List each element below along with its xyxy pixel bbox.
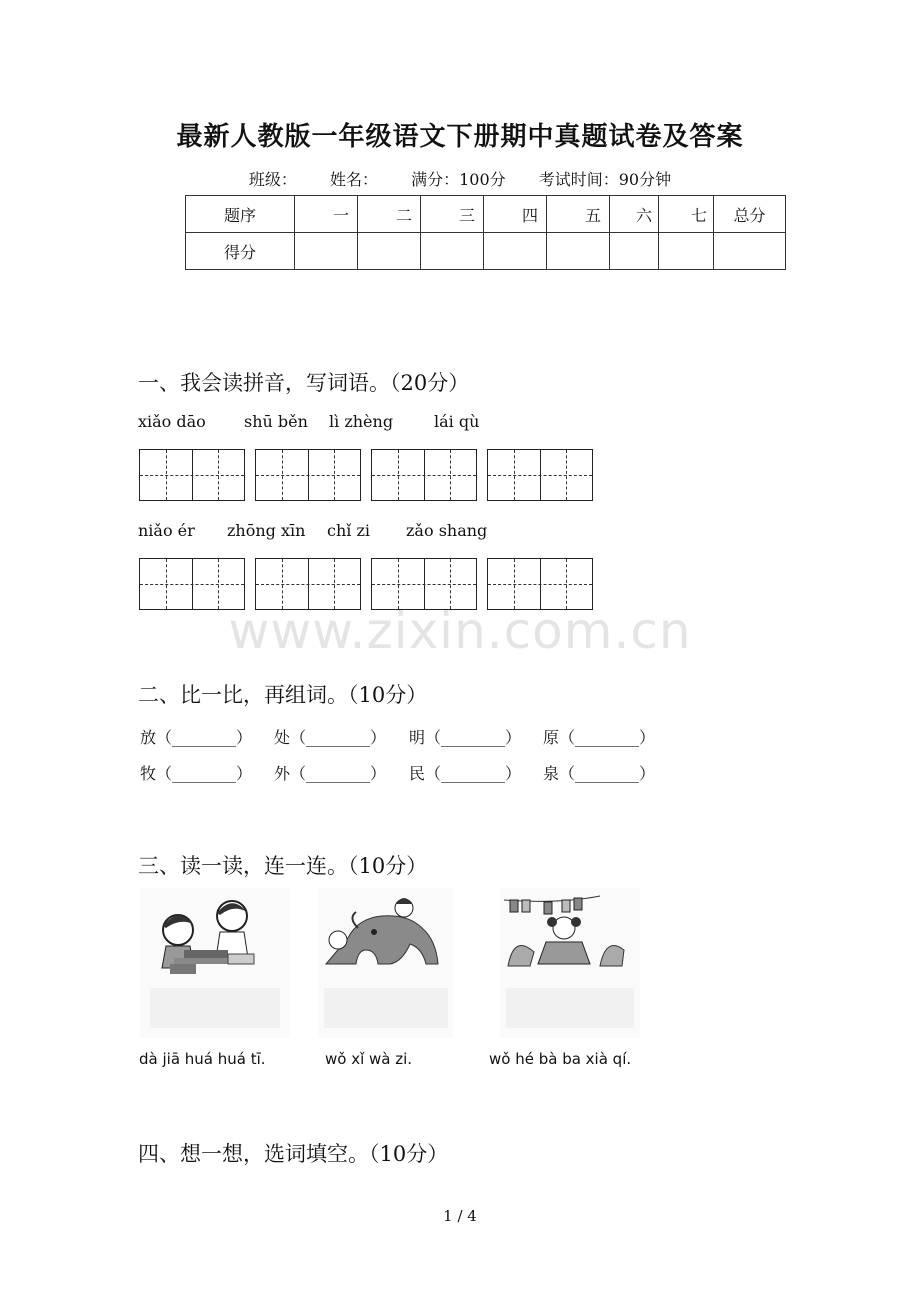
pinyin-row-1 [138, 412, 638, 432]
score-header-cell: 四 [484, 196, 547, 233]
pinyin-label: chǐ zi [327, 521, 371, 540]
word-blank[interactable]: 牧（________） [140, 764, 253, 783]
pinyin-label: zhōng xīn [227, 521, 306, 540]
score-row-label: 得分 [186, 233, 295, 270]
score-table-score-row [186, 233, 786, 270]
washing-socks-illustration [500, 888, 640, 1038]
picture-caption: dà jiā huá huá tī. [139, 1050, 266, 1068]
score-header-cell: 六 [610, 196, 659, 233]
word-blank[interactable]: 明（________） [409, 728, 522, 747]
exam-info [0, 167, 920, 190]
word-blank[interactable]: 原（________） [543, 728, 656, 747]
word-blank[interactable]: 外（________） [274, 764, 387, 783]
score-cell[interactable] [484, 233, 547, 270]
page-number: 1 / 4 [443, 1207, 477, 1225]
score-header-cell: 题序 [186, 196, 295, 233]
section-2-heading: 二、比一比，再组词。（10分） [138, 683, 428, 707]
class-label: 班级： [248, 170, 297, 189]
full-score-label: 满分：100分 [411, 170, 506, 189]
score-header-cell: 二 [358, 196, 421, 233]
score-cell[interactable] [547, 233, 610, 270]
score-cell[interactable] [659, 233, 714, 270]
score-header-cell: 总分 [714, 196, 786, 233]
pinyin-label: xiǎo dāo [138, 412, 206, 431]
score-cell[interactable] [358, 233, 421, 270]
elephant-slide-illustration [318, 888, 453, 1038]
word-blank[interactable]: 民（________） [409, 764, 522, 783]
score-header-cell: 三 [421, 196, 484, 233]
score-header-cell: 一 [295, 196, 358, 233]
score-table [185, 195, 786, 270]
pinyin-label: niǎo ér [138, 521, 195, 540]
pinyin-label: lì zhèng [329, 412, 394, 431]
word-blank[interactable]: 处（________） [274, 728, 387, 747]
pinyin-label: lái qù [434, 412, 480, 431]
score-table-header-row [186, 196, 786, 233]
pinyin-label: shū běn [244, 412, 308, 431]
writing-grid[interactable] [255, 449, 361, 501]
section-1-heading: 一、我会读拼音，写词语。（20分） [138, 371, 470, 395]
exam-time-label: 考试时间：90分钟 [538, 170, 672, 189]
picture-caption: wǒ hé bà ba xià qí. [489, 1050, 632, 1068]
score-cell[interactable] [295, 233, 358, 270]
writing-grid[interactable] [487, 449, 593, 501]
page-title: 最新人教版一年级语文下册期中真题试卷及答案 [176, 122, 744, 152]
chess-kids-illustration [140, 888, 290, 1038]
pinyin-row-2 [138, 521, 638, 541]
pinyin-label: zǎo shang [406, 521, 488, 540]
score-cell[interactable] [610, 233, 659, 270]
section-4-heading: 四、想一想，选词填空。（10分） [138, 1142, 449, 1166]
score-cell[interactable] [421, 233, 484, 270]
score-cell[interactable] [714, 233, 786, 270]
score-header-cell: 五 [547, 196, 610, 233]
writing-grid[interactable] [139, 449, 245, 501]
word-row-1 [140, 725, 700, 745]
score-header-cell: 七 [659, 196, 714, 233]
name-label: 姓名： [329, 170, 378, 189]
word-row-2 [140, 761, 700, 781]
writing-grid[interactable] [371, 449, 477, 501]
word-blank[interactable]: 放（________） [140, 728, 253, 747]
picture-caption: wǒ xǐ wà zi. [325, 1050, 413, 1068]
word-blank[interactable]: 泉（________） [543, 764, 656, 783]
section-3-heading: 三、读一读，连一连。（10分） [138, 854, 428, 878]
watermark: www.zixin.com.cn [228, 602, 692, 660]
